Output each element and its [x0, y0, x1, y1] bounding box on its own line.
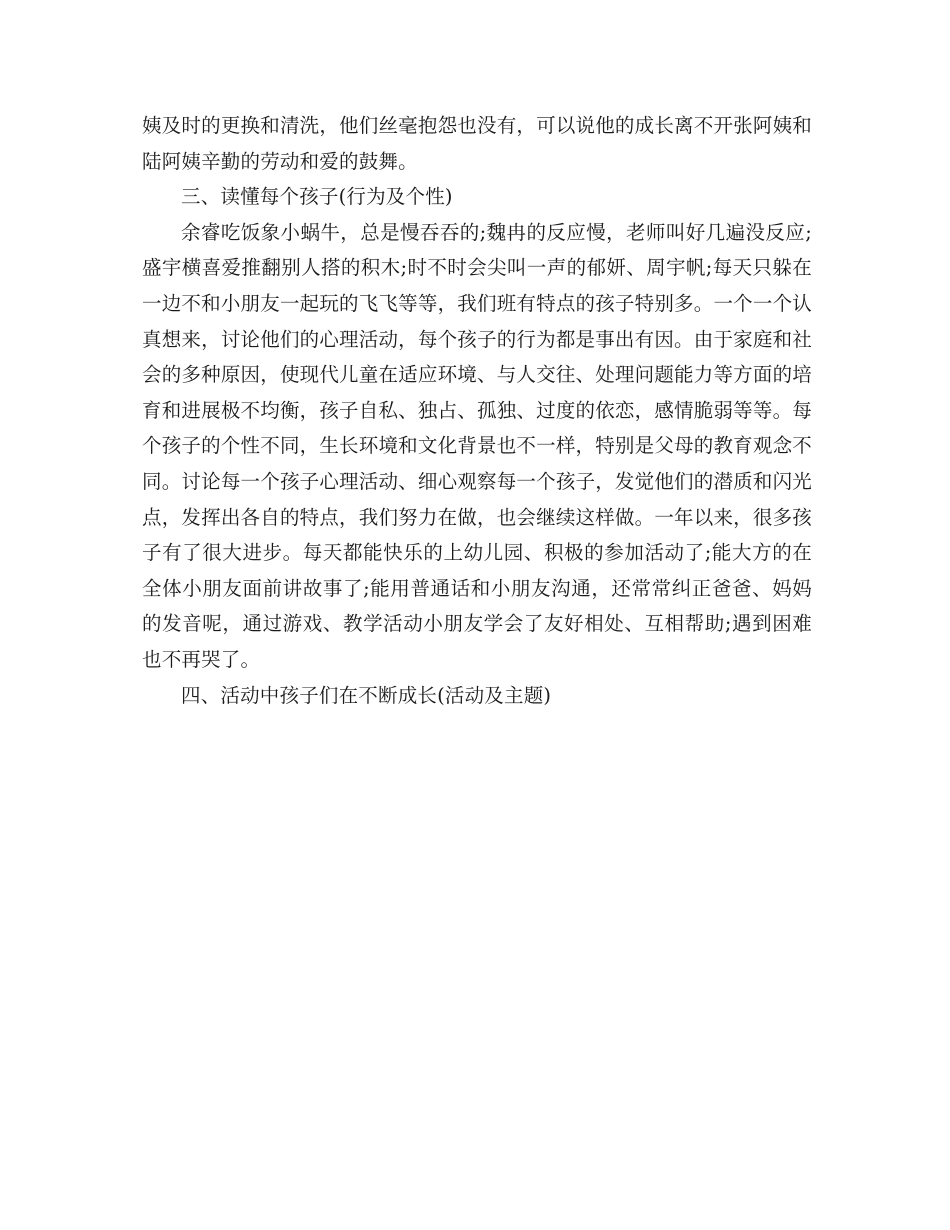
section-three-body-paragraph: 余睿吃饭象小蜗牛，总是慢吞吞的;魏冉的反应慢，老师叫好几遍没反应;盛宇横喜爱推翻别人搭的积木;时不时会尖叫一声的郁妍、周宇帆;每天只躲在一边不和小朋友一起玩的飞飞等等，我们班有特点的孩子特别多。一个一个认真想来，讨论他们的心理活动，每个孩子的行为都是事出有因。由于家庭和社会的多种原因，使现代儿童在适应环境、与人交往、处理问题能力等方面的培育和进展极不均衡，孩子自私、独占、孤独、过度的依恋，感情脆弱等等。每个孩子的个性不同，生长环境和文化背景也不一样，特别是父母的教育观念不同。讨论每一个孩子心理活动、细心观察每一个孩子，发觉他们的潜质和闪光点，发挥出各自的特点，我们努力在做，也会继续这样做。一年以来，很多孩子有了很大进步。每天都能快乐的上幼儿园、积极的参加活动了;能大方的在全体小朋友面前讲故事了;能用普通话和小朋友沟通，还常常纠正爸爸、妈妈的发音呢，通过游戏、教学活动小朋友学会了友好相处、互相帮助;遇到困难也不再哭了。	[142, 220, 812, 671]
section-heading-three: 三、读懂每个孩子(行为及个性)	[181, 185, 453, 209]
continuation-paragraph: 姨及时的更换和清洗，他们丝毫抱怨也没有，可以说他的成长离不开张阿姨和陆阿姨辛勤的劳动和爱的鼓舞。	[142, 114, 812, 173]
document-body	[142, 108, 812, 713]
section-heading-four: 四、活动中孩子们在不断成长(活动及主题)	[181, 683, 552, 707]
